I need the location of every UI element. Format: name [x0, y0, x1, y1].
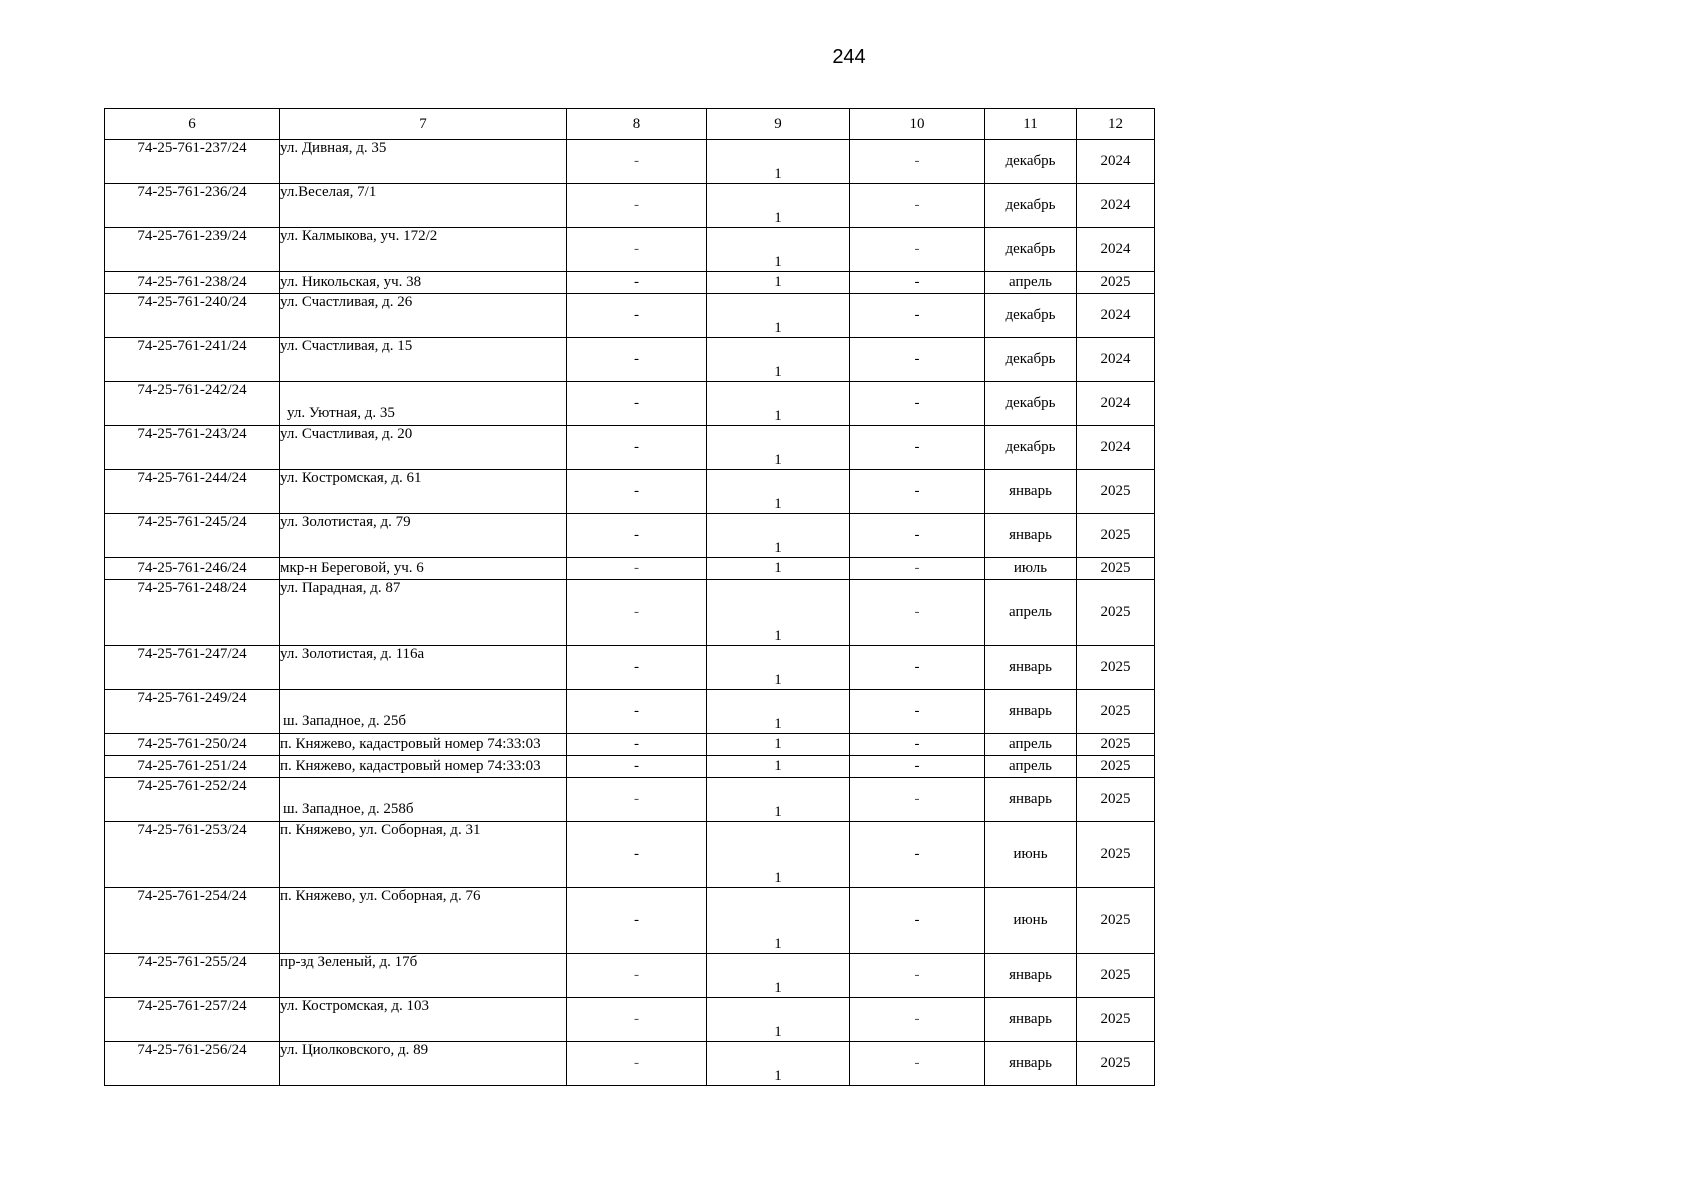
table-row — [105, 998, 1155, 1042]
record-code: 74-25-761-245/24 — [105, 514, 280, 558]
month-cell: январь — [985, 954, 1077, 998]
address-cell: ул. Счастливая, д. 26 — [280, 294, 567, 338]
table-row — [105, 888, 1155, 954]
record-code: 74-25-761-241/24 — [105, 338, 280, 382]
col9-value: 1 — [707, 756, 850, 778]
col10-value: - — [850, 998, 985, 1042]
col8-value: - — [567, 646, 707, 690]
year-cell: 2025 — [1077, 646, 1155, 690]
address-cell: п. Княжево, кадастровый номер 74:33:03 — [280, 756, 567, 778]
col9-value: 1 — [707, 338, 850, 382]
col9-value: 1 — [707, 140, 850, 184]
col10-value: - — [850, 272, 985, 294]
record-code: 74-25-761-255/24 — [105, 954, 280, 998]
column-header: 10 — [850, 109, 985, 140]
col10-value: - — [850, 514, 985, 558]
table-row — [105, 140, 1155, 184]
table-row — [105, 778, 1155, 822]
address-cell: ш. Западное, д. 258б — [280, 778, 567, 822]
year-cell: 2024 — [1077, 184, 1155, 228]
col9-value: 1 — [707, 580, 850, 646]
record-code: 74-25-761-243/24 — [105, 426, 280, 470]
col9-value: 1 — [707, 470, 850, 514]
table-row — [105, 426, 1155, 470]
col8-value: - — [567, 1042, 707, 1086]
col10-value: - — [850, 888, 985, 954]
record-code: 74-25-761-252/24 — [105, 778, 280, 822]
col10-value: - — [850, 646, 985, 690]
address-cell: ул. Костромская, д. 103 — [280, 998, 567, 1042]
month-cell: январь — [985, 646, 1077, 690]
column-header: 11 — [985, 109, 1077, 140]
col9-value: 1 — [707, 888, 850, 954]
year-cell: 2025 — [1077, 954, 1155, 998]
col8-value: - — [567, 580, 707, 646]
address-cell: мкр-н Береговой, уч. 6 — [280, 558, 567, 580]
col10-value: - — [850, 470, 985, 514]
table-row — [105, 558, 1155, 580]
col9-value: 1 — [707, 734, 850, 756]
col9-value: 1 — [707, 558, 850, 580]
record-code: 74-25-761-246/24 — [105, 558, 280, 580]
table-row — [105, 822, 1155, 888]
record-code: 74-25-761-247/24 — [105, 646, 280, 690]
record-code: 74-25-761-248/24 — [105, 580, 280, 646]
address-cell: ул.Веселая, 7/1 — [280, 184, 567, 228]
table-row — [105, 756, 1155, 778]
table-row — [105, 228, 1155, 272]
address-cell: ул. Золотистая, д. 79 — [280, 514, 567, 558]
column-header: 9 — [707, 109, 850, 140]
table-row — [105, 382, 1155, 426]
col8-value: - — [567, 184, 707, 228]
year-cell: 2025 — [1077, 580, 1155, 646]
year-cell: 2025 — [1077, 888, 1155, 954]
table-row — [105, 580, 1155, 646]
record-code: 74-25-761-254/24 — [105, 888, 280, 954]
col8-value: - — [567, 338, 707, 382]
col8-value: - — [567, 756, 707, 778]
address-cell: ул. Дивная, д. 35 — [280, 140, 567, 184]
column-header: 8 — [567, 109, 707, 140]
col9-value: 1 — [707, 1042, 850, 1086]
table-row — [105, 690, 1155, 734]
year-cell: 2025 — [1077, 558, 1155, 580]
record-code: 74-25-761-256/24 — [105, 1042, 280, 1086]
record-code: 74-25-761-239/24 — [105, 228, 280, 272]
month-cell: июль — [985, 558, 1077, 580]
year-cell: 2024 — [1077, 294, 1155, 338]
address-cell: ул. Циолковского, д. 89 — [280, 1042, 567, 1086]
register-table — [104, 108, 1155, 1086]
table-row — [105, 734, 1155, 756]
col9-value: 1 — [707, 778, 850, 822]
col8-value: - — [567, 228, 707, 272]
record-code: 74-25-761-250/24 — [105, 734, 280, 756]
col9-value: 1 — [707, 382, 850, 426]
col8-value: - — [567, 954, 707, 998]
month-cell: декабрь — [985, 338, 1077, 382]
table-row — [105, 294, 1155, 338]
column-header: 12 — [1077, 109, 1155, 140]
col8-value: - — [567, 822, 707, 888]
address-cell: п. Княжево, кадастровый номер 74:33:03 — [280, 734, 567, 756]
year-cell: 2024 — [1077, 426, 1155, 470]
address-cell: п. Княжево, ул. Соборная, д. 76 — [280, 888, 567, 954]
table-row — [105, 272, 1155, 294]
year-cell: 2024 — [1077, 382, 1155, 426]
col8-value: - — [567, 888, 707, 954]
month-cell: январь — [985, 1042, 1077, 1086]
col9-value: 1 — [707, 822, 850, 888]
table-row — [105, 1042, 1155, 1086]
col10-value: - — [850, 558, 985, 580]
address-cell: п. Княжево, ул. Соборная, д. 31 — [280, 822, 567, 888]
record-code: 74-25-761-238/24 — [105, 272, 280, 294]
record-code: 74-25-761-242/24 — [105, 382, 280, 426]
col10-value: - — [850, 184, 985, 228]
col8-value: - — [567, 294, 707, 338]
col9-value: 1 — [707, 272, 850, 294]
col10-value: - — [850, 734, 985, 756]
address-cell: ул. Никольская, уч. 38 — [280, 272, 567, 294]
address-cell: ул. Парадная, д. 87 — [280, 580, 567, 646]
col9-value: 1 — [707, 690, 850, 734]
table-row — [105, 470, 1155, 514]
month-cell: январь — [985, 998, 1077, 1042]
month-cell: апрель — [985, 580, 1077, 646]
address-cell: ул. Золотистая, д. 116а — [280, 646, 567, 690]
month-cell: апрель — [985, 756, 1077, 778]
col8-value: - — [567, 140, 707, 184]
month-cell: апрель — [985, 272, 1077, 294]
column-header: 7 — [280, 109, 567, 140]
col10-value: - — [850, 140, 985, 184]
col10-value: - — [850, 1042, 985, 1086]
address-cell: ул. Калмыкова, уч. 172/2 — [280, 228, 567, 272]
col9-value: 1 — [707, 184, 850, 228]
record-code: 74-25-761-237/24 — [105, 140, 280, 184]
col10-value: - — [850, 778, 985, 822]
month-cell: апрель — [985, 734, 1077, 756]
col10-value: - — [850, 338, 985, 382]
col8-value: - — [567, 734, 707, 756]
year-cell: 2025 — [1077, 272, 1155, 294]
month-cell: январь — [985, 514, 1077, 558]
record-code: 74-25-761-244/24 — [105, 470, 280, 514]
col10-value: - — [850, 822, 985, 888]
col10-value: - — [850, 382, 985, 426]
col10-value: - — [850, 228, 985, 272]
month-cell: январь — [985, 690, 1077, 734]
year-cell: 2024 — [1077, 338, 1155, 382]
year-cell: 2024 — [1077, 228, 1155, 272]
col10-value: - — [850, 690, 985, 734]
month-cell: декабрь — [985, 140, 1077, 184]
month-cell: январь — [985, 778, 1077, 822]
col10-value: - — [850, 426, 985, 470]
table-row — [105, 646, 1155, 690]
record-code: 74-25-761-236/24 — [105, 184, 280, 228]
address-cell: пр-зд Зеленый, д. 17б — [280, 954, 567, 998]
address-cell: ул. Уютная, д. 35 — [280, 382, 567, 426]
col8-value: - — [567, 382, 707, 426]
month-cell: декабрь — [985, 382, 1077, 426]
col8-value: - — [567, 514, 707, 558]
year-cell: 2025 — [1077, 778, 1155, 822]
month-cell: декабрь — [985, 184, 1077, 228]
col9-value: 1 — [707, 228, 850, 272]
col8-value: - — [567, 558, 707, 580]
header-row — [105, 109, 1155, 140]
table-row — [105, 954, 1155, 998]
month-cell: июнь — [985, 888, 1077, 954]
month-cell: декабрь — [985, 426, 1077, 470]
col9-value: 1 — [707, 998, 850, 1042]
record-code: 74-25-761-251/24 — [105, 756, 280, 778]
year-cell: 2025 — [1077, 734, 1155, 756]
year-cell: 2025 — [1077, 756, 1155, 778]
table-row — [105, 184, 1155, 228]
col8-value: - — [567, 778, 707, 822]
year-cell: 2025 — [1077, 998, 1155, 1042]
year-cell: 2025 — [1077, 514, 1155, 558]
col9-value: 1 — [707, 426, 850, 470]
year-cell: 2025 — [1077, 690, 1155, 734]
year-cell: 2025 — [1077, 470, 1155, 514]
record-code: 74-25-761-257/24 — [105, 998, 280, 1042]
col8-value: - — [567, 470, 707, 514]
col9-value: 1 — [707, 954, 850, 998]
page-number: 244 — [832, 46, 866, 68]
col9-value: 1 — [707, 646, 850, 690]
col8-value: - — [567, 690, 707, 734]
col10-value: - — [850, 756, 985, 778]
record-code: 74-25-761-249/24 — [105, 690, 280, 734]
address-cell: ул. Счастливая, д. 15 — [280, 338, 567, 382]
column-header: 6 — [105, 109, 280, 140]
address-cell: ул. Костромская, д. 61 — [280, 470, 567, 514]
address-cell: ул. Счастливая, д. 20 — [280, 426, 567, 470]
col10-value: - — [850, 580, 985, 646]
month-cell: январь — [985, 470, 1077, 514]
year-cell: 2025 — [1077, 1042, 1155, 1086]
col9-value: 1 — [707, 294, 850, 338]
table-row — [105, 514, 1155, 558]
month-cell: декабрь — [985, 294, 1077, 338]
col10-value: - — [850, 294, 985, 338]
year-cell: 2025 — [1077, 822, 1155, 888]
col8-value: - — [567, 998, 707, 1042]
month-cell: июнь — [985, 822, 1077, 888]
address-cell: ш. Западное, д. 25б — [280, 690, 567, 734]
col9-value: 1 — [707, 514, 850, 558]
month-cell: декабрь — [985, 228, 1077, 272]
record-code: 74-25-761-253/24 — [105, 822, 280, 888]
col8-value: - — [567, 426, 707, 470]
col10-value: - — [850, 954, 985, 998]
year-cell: 2024 — [1077, 140, 1155, 184]
record-code: 74-25-761-240/24 — [105, 294, 280, 338]
table-row — [105, 338, 1155, 382]
col8-value: - — [567, 272, 707, 294]
